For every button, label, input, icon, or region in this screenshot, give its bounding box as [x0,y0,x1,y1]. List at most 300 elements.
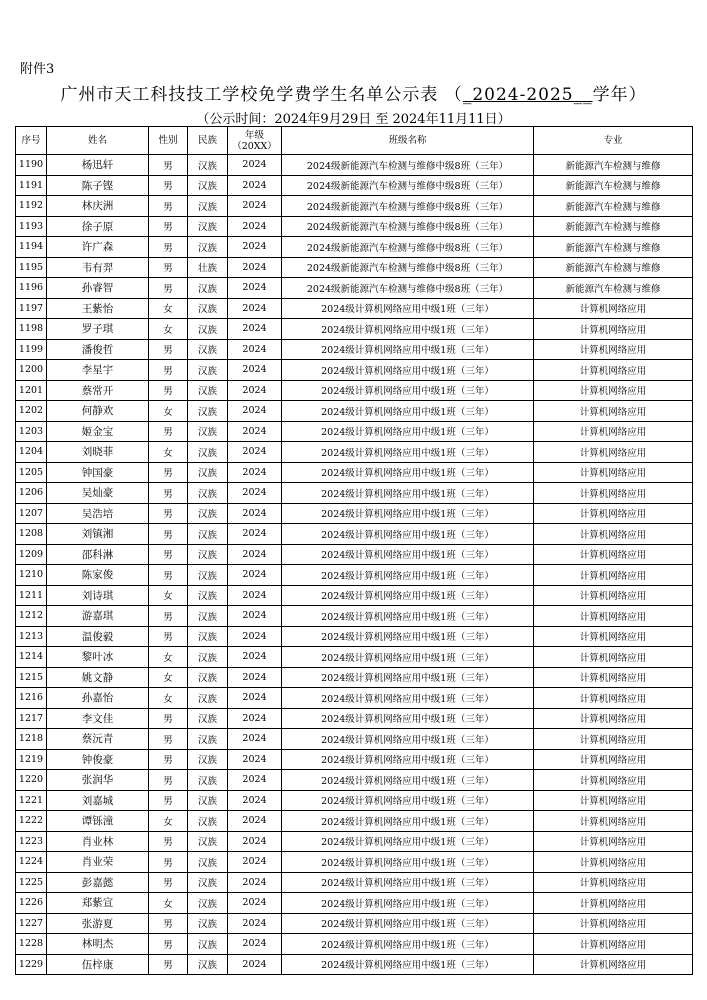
table-row [16,954,693,975]
cell-gender: 男 [149,237,188,258]
cell-class: 2024级计算机网络应用中级1班（三年） [282,442,534,463]
cell-ethnicity: 汉族 [188,790,228,811]
cell-ethnicity: 汉族 [188,852,228,873]
cell-gender: 男 [149,483,188,504]
cell-ethnicity: 汉族 [188,954,228,975]
table-row [16,216,693,237]
cell-ethnicity: 汉族 [188,380,228,401]
cell-major: 新能源汽车检测与维修 [534,175,693,196]
cell-name: 潘俊哲 [47,339,149,360]
cell-class: 2024级计算机网络应用中级1班（三年） [282,667,534,688]
cell-gender: 男 [149,852,188,873]
table-row [16,360,693,381]
cell-class: 2024级计算机网络应用中级1班（三年） [282,954,534,975]
cell-name: 温俊毅 [47,626,149,647]
cell-class: 2024级计算机网络应用中级1班（三年） [282,831,534,852]
cell-major: 计算机网络应用 [534,585,693,606]
table-row [16,811,693,832]
table-row [16,319,693,340]
cell-seq: 1211 [16,585,47,606]
cell-class: 2024级计算机网络应用中级1班（三年） [282,606,534,627]
cell-gender: 男 [149,790,188,811]
cell-gender: 男 [149,462,188,483]
table-row [16,688,693,709]
cell-grade: 2024 [228,790,282,811]
table-row [16,442,693,463]
cell-grade: 2024 [228,462,282,483]
cell-class: 2024级新能源汽车检测与维修中级8班（三年） [282,155,534,176]
cell-seq: 1225 [16,872,47,893]
cell-seq: 1210 [16,565,47,586]
cell-ethnicity: 汉族 [188,298,228,319]
cell-seq: 1224 [16,852,47,873]
cell-name: 郑紫宣 [47,893,149,914]
table-row [16,175,693,196]
table-row [16,913,693,934]
cell-seq: 1200 [16,360,47,381]
cell-major: 新能源汽车检测与维修 [534,237,693,258]
cell-name: 陈子铿 [47,175,149,196]
cell-name: 钟国豪 [47,462,149,483]
cell-seq: 1203 [16,421,47,442]
table-row [16,544,693,565]
table-row [16,852,693,873]
cell-seq: 1193 [16,216,47,237]
cell-seq: 1201 [16,380,47,401]
cell-gender: 男 [149,257,188,278]
cell-class: 2024级计算机网络应用中级1班（三年） [282,626,534,647]
cell-class: 2024级计算机网络应用中级1班（三年） [282,483,534,504]
cell-name: 何静欢 [47,401,149,422]
table-row [16,155,693,176]
cell-ethnicity: 汉族 [188,339,228,360]
table-row [16,298,693,319]
cell-major: 计算机网络应用 [534,339,693,360]
table-row [16,483,693,504]
cell-class: 2024级计算机网络应用中级1班（三年） [282,811,534,832]
cell-major: 计算机网络应用 [534,934,693,955]
cell-grade: 2024 [228,606,282,627]
cell-seq: 1196 [16,278,47,299]
cell-class: 2024级新能源汽车检测与维修中级8班（三年） [282,196,534,217]
cell-seq: 1214 [16,647,47,668]
table-row [16,462,693,483]
table-row [16,934,693,955]
cell-name: 李星宇 [47,360,149,381]
header-major: 专业 [534,127,693,155]
cell-class: 2024级计算机网络应用中级1班（三年） [282,524,534,545]
cell-ethnicity: 汉族 [188,647,228,668]
cell-gender: 女 [149,893,188,914]
cell-class: 2024级计算机网络应用中级1班（三年） [282,503,534,524]
cell-ethnicity: 汉族 [188,934,228,955]
cell-ethnicity: 汉族 [188,893,228,914]
cell-gender: 女 [149,298,188,319]
cell-seq: 1227 [16,913,47,934]
cell-gender: 女 [149,647,188,668]
cell-gender: 男 [149,626,188,647]
cell-class: 2024级计算机网络应用中级1班（三年） [282,729,534,750]
cell-gender: 男 [149,913,188,934]
table-row [16,872,693,893]
cell-class: 2024级计算机网络应用中级1班（三年） [282,462,534,483]
cell-major: 计算机网络应用 [534,503,693,524]
table-row [16,196,693,217]
cell-ethnicity: 汉族 [188,811,228,832]
cell-seq: 1190 [16,155,47,176]
cell-ethnicity: 汉族 [188,503,228,524]
cell-ethnicity: 汉族 [188,688,228,709]
table-row [16,749,693,770]
table-row [16,831,693,852]
cell-major: 计算机网络应用 [534,319,693,340]
cell-class: 2024级新能源汽车检测与维修中级8班（三年） [282,175,534,196]
cell-gender: 男 [149,339,188,360]
cell-class: 2024级计算机网络应用中级1班（三年） [282,688,534,709]
cell-class: 2024级计算机网络应用中级1班（三年） [282,380,534,401]
cell-major: 计算机网络应用 [534,626,693,647]
cell-grade: 2024 [228,708,282,729]
cell-gender: 女 [149,442,188,463]
cell-major: 计算机网络应用 [534,954,693,975]
cell-grade: 2024 [228,893,282,914]
cell-major: 新能源汽车检测与维修 [534,257,693,278]
cell-major: 计算机网络应用 [534,831,693,852]
cell-major: 计算机网络应用 [534,401,693,422]
cell-grade: 2024 [228,544,282,565]
cell-seq: 1216 [16,688,47,709]
cell-gender: 男 [149,565,188,586]
cell-name: 钟俊豪 [47,749,149,770]
table-row [16,667,693,688]
cell-seq: 1205 [16,462,47,483]
cell-ethnicity: 汉族 [188,585,228,606]
cell-grade: 2024 [228,483,282,504]
cell-grade: 2024 [228,380,282,401]
cell-gender: 男 [149,831,188,852]
cell-name: 姚文静 [47,667,149,688]
cell-major: 计算机网络应用 [534,893,693,914]
cell-class: 2024级新能源汽车检测与维修中级8班（三年） [282,216,534,237]
header-grade [228,127,282,155]
cell-grade: 2024 [228,770,282,791]
table-row [16,278,693,299]
cell-gender: 男 [149,380,188,401]
cell-class: 2024级计算机网络应用中级1班（三年） [282,770,534,791]
cell-name: 刘嘉城 [47,790,149,811]
cell-name: 许广森 [47,237,149,258]
cell-gender: 男 [149,544,188,565]
cell-name: 伍梓康 [47,954,149,975]
student-table [15,126,693,975]
cell-seq: 1197 [16,298,47,319]
cell-seq: 1218 [16,729,47,750]
cell-ethnicity: 汉族 [188,626,228,647]
cell-major: 计算机网络应用 [534,729,693,750]
cell-ethnicity: 汉族 [188,360,228,381]
title-suffix: 学年） [592,85,647,105]
cell-name: 王紫怡 [47,298,149,319]
cell-grade: 2024 [228,503,282,524]
cell-class: 2024级计算机网络应用中级1班（三年） [282,319,534,340]
cell-grade: 2024 [228,872,282,893]
cell-gender: 男 [149,503,188,524]
cell-ethnicity: 汉族 [188,442,228,463]
table-row [16,257,693,278]
header-gender: 性别 [149,127,188,155]
cell-ethnicity: 汉族 [188,770,228,791]
cell-name: 孙嘉怡 [47,688,149,709]
cell-ethnicity: 汉族 [188,278,228,299]
table-row [16,626,693,647]
cell-major: 计算机网络应用 [534,770,693,791]
table-row [16,770,693,791]
cell-gender: 男 [149,360,188,381]
cell-ethnicity: 汉族 [188,565,228,586]
cell-grade: 2024 [228,749,282,770]
cell-major: 计算机网络应用 [534,606,693,627]
cell-class: 2024级新能源汽车检测与维修中级8班（三年） [282,257,534,278]
header-ethnicity: 民族 [188,127,228,155]
cell-name: 杨迅轩 [47,155,149,176]
cell-major: 计算机网络应用 [534,749,693,770]
cell-gender: 男 [149,770,188,791]
cell-gender: 男 [149,606,188,627]
cell-seq: 1204 [16,442,47,463]
cell-class: 2024级计算机网络应用中级1班（三年） [282,401,534,422]
cell-ethnicity: 汉族 [188,175,228,196]
cell-name: 谭铄潼 [47,811,149,832]
header-grade-line1: 年级 [244,129,264,141]
cell-grade: 2024 [228,954,282,975]
cell-class: 2024级新能源汽车检测与维修中级8班（三年） [282,237,534,258]
cell-grade: 2024 [228,401,282,422]
cell-major: 计算机网络应用 [534,688,693,709]
cell-major: 计算机网络应用 [534,708,693,729]
cell-gender: 女 [149,319,188,340]
cell-major: 计算机网络应用 [534,442,693,463]
cell-name: 姬金宝 [47,421,149,442]
cell-major: 计算机网络应用 [534,421,693,442]
cell-gender: 男 [149,175,188,196]
header-grade-line2: （20XX） [232,140,277,152]
cell-class: 2024级计算机网络应用中级1班（三年） [282,647,534,668]
cell-ethnicity: 汉族 [188,155,228,176]
table-row [16,339,693,360]
cell-ethnicity: 汉族 [188,421,228,442]
cell-major: 计算机网络应用 [534,811,693,832]
cell-major: 计算机网络应用 [534,483,693,504]
cell-seq: 1219 [16,749,47,770]
table-row [16,565,693,586]
cell-grade: 2024 [228,298,282,319]
cell-grade: 2024 [228,196,282,217]
cell-gender: 女 [149,401,188,422]
table-row [16,708,693,729]
cell-gender: 男 [149,421,188,442]
table-header-row [16,127,693,155]
cell-grade: 2024 [228,257,282,278]
cell-grade: 2024 [228,216,282,237]
cell-ethnicity: 汉族 [188,319,228,340]
cell-class: 2024级计算机网络应用中级1班（三年） [282,913,534,934]
table-row [16,503,693,524]
cell-ethnicity: 汉族 [188,831,228,852]
title-prefix: 广州市天工科技技工学校免学费学生名单公示表 （ [60,85,463,105]
cell-name: 李文佳 [47,708,149,729]
cell-name: 罗子琪 [47,319,149,340]
cell-gender: 女 [149,688,188,709]
cell-seq: 1209 [16,544,47,565]
cell-seq: 1220 [16,770,47,791]
header-seq: 序号 [16,127,47,155]
attachment-label: 附件3 [20,62,55,77]
cell-ethnicity: 汉族 [188,216,228,237]
cell-seq: 1195 [16,257,47,278]
table-body [16,155,693,975]
cell-ethnicity: 汉族 [188,606,228,627]
cell-grade: 2024 [228,237,282,258]
cell-major: 新能源汽车检测与维修 [534,196,693,217]
cell-ethnicity: 汉族 [188,196,228,217]
cell-seq: 1192 [16,196,47,217]
table-row [16,893,693,914]
cell-name: 刘诗琪 [47,585,149,606]
cell-major: 计算机网络应用 [534,913,693,934]
cell-gender: 男 [149,216,188,237]
cell-class: 2024级计算机网络应用中级1班（三年） [282,749,534,770]
cell-major: 计算机网络应用 [534,872,693,893]
cell-grade: 2024 [228,360,282,381]
cell-major: 计算机网络应用 [534,852,693,873]
cell-major: 计算机网络应用 [534,462,693,483]
cell-gender: 男 [149,524,188,545]
cell-gender: 男 [149,708,188,729]
cell-name: 黎叶冰 [47,647,149,668]
cell-seq: 1199 [16,339,47,360]
cell-class: 2024级计算机网络应用中级1班（三年） [282,360,534,381]
cell-major: 计算机网络应用 [534,360,693,381]
cell-class: 2024级新能源汽车检测与维修中级8班（三年） [282,278,534,299]
cell-seq: 1212 [16,606,47,627]
page-title [0,80,707,105]
table-row [16,380,693,401]
cell-ethnicity: 汉族 [188,401,228,422]
cell-ethnicity: 汉族 [188,729,228,750]
cell-ethnicity: 汉族 [188,544,228,565]
cell-seq: 1229 [16,954,47,975]
cell-ethnicity: 汉族 [188,237,228,258]
cell-grade: 2024 [228,729,282,750]
cell-grade: 2024 [228,175,282,196]
cell-name: 孙睿智 [47,278,149,299]
cell-grade: 2024 [228,565,282,586]
cell-name: 刘晓菲 [47,442,149,463]
cell-grade: 2024 [228,626,282,647]
cell-seq: 1223 [16,831,47,852]
cell-ethnicity: 汉族 [188,872,228,893]
cell-gender: 男 [149,954,188,975]
table-row [16,237,693,258]
cell-name: 韦有羿 [47,257,149,278]
cell-ethnicity: 汉族 [188,708,228,729]
header-class: 班级名称 [282,127,534,155]
cell-name: 肖业林 [47,831,149,852]
cell-grade: 2024 [228,811,282,832]
table-row [16,729,693,750]
cell-major: 新能源汽车检测与维修 [534,278,693,299]
cell-grade: 2024 [228,934,282,955]
cell-major: 新能源汽车检测与维修 [534,155,693,176]
cell-gender: 男 [149,278,188,299]
table-row [16,401,693,422]
cell-gender: 男 [149,749,188,770]
cell-class: 2024级计算机网络应用中级1班（三年） [282,872,534,893]
cell-grade: 2024 [228,831,282,852]
cell-class: 2024级计算机网络应用中级1班（三年） [282,708,534,729]
cell-name: 林明杰 [47,934,149,955]
table-row [16,606,693,627]
cell-seq: 1226 [16,893,47,914]
cell-ethnicity: 汉族 [188,462,228,483]
cell-class: 2024级计算机网络应用中级1班（三年） [282,565,534,586]
cell-class: 2024级计算机网络应用中级1班（三年） [282,339,534,360]
cell-major: 计算机网络应用 [534,544,693,565]
cell-grade: 2024 [228,852,282,873]
cell-grade: 2024 [228,319,282,340]
cell-grade: 2024 [228,913,282,934]
cell-gender: 男 [149,155,188,176]
cell-grade: 2024 [228,667,282,688]
cell-major: 计算机网络应用 [534,298,693,319]
cell-seq: 1191 [16,175,47,196]
cell-grade: 2024 [228,155,282,176]
cell-class: 2024级计算机网络应用中级1班（三年） [282,585,534,606]
cell-name: 游嘉琪 [47,606,149,627]
cell-seq: 1222 [16,811,47,832]
cell-ethnicity: 汉族 [188,913,228,934]
cell-seq: 1194 [16,237,47,258]
cell-gender: 男 [149,729,188,750]
cell-name: 徐子原 [47,216,149,237]
publicity-period: （公示时间：2024年9月29日 至 2024年11月11日） [196,112,511,127]
cell-seq: 1198 [16,319,47,340]
cell-class: 2024级计算机网络应用中级1班（三年） [282,421,534,442]
cell-name: 吴浩培 [47,503,149,524]
cell-seq: 1206 [16,483,47,504]
cell-ethnicity: 汉族 [188,667,228,688]
cell-name: 刘镇湘 [47,524,149,545]
cell-gender: 男 [149,934,188,955]
cell-class: 2024级计算机网络应用中级1班（三年） [282,852,534,873]
cell-ethnicity: 汉族 [188,749,228,770]
cell-seq: 1213 [16,626,47,647]
cell-seq: 1228 [16,934,47,955]
table-row [16,790,693,811]
cell-major: 计算机网络应用 [534,667,693,688]
cell-ethnicity: 汉族 [188,524,228,545]
cell-name: 蔡常开 [47,380,149,401]
table-row [16,524,693,545]
cell-grade: 2024 [228,442,282,463]
cell-major: 计算机网络应用 [534,565,693,586]
cell-major: 新能源汽车检测与维修 [534,216,693,237]
cell-name: 张游夏 [47,913,149,934]
title-year: _2024-2025__ [462,85,593,105]
cell-grade: 2024 [228,421,282,442]
cell-grade: 2024 [228,278,282,299]
header-name: 姓名 [47,127,149,155]
